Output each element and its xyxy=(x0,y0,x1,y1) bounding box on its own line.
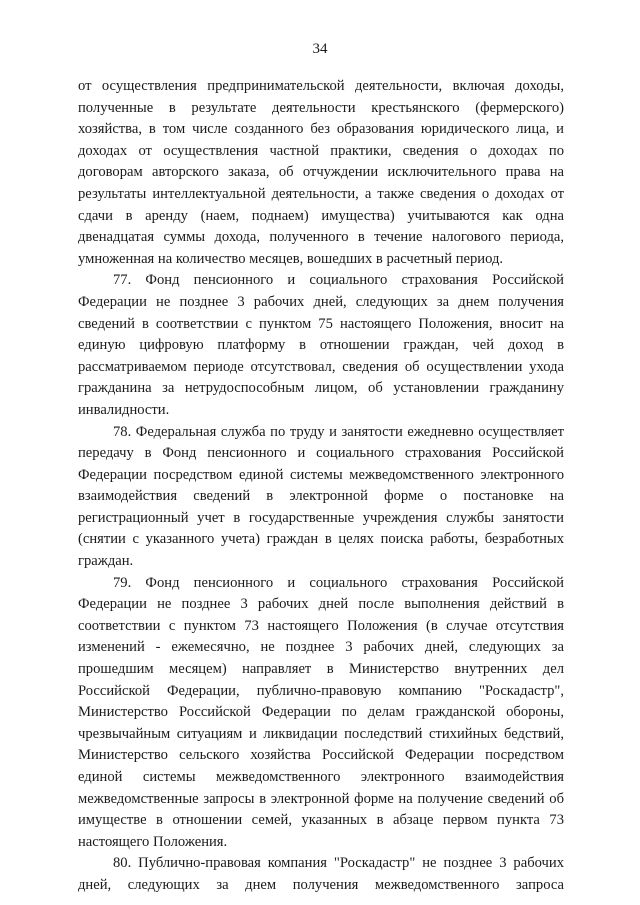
paragraph-item-77: 77. Фонд пенсионного и социального страхования Российской Федерации не позднее 3 рабочих дней, следующих за днем получения сведений в соответствии с пунктом 75 настоящего Положения, вносит на единую цифровую платформу в отношении граждан, чей доход в рассматриваемом периоде отсутствовал, сведения об осуществлении ухода гражданина за нетрудоспособным лицом, об установлении гражданину инвалидности. xyxy=(78,272,564,418)
paragraph-continuation: от осуществления предпринимательской деятельности, включая доходы, полученные в результате деятельности крестьянского (фермерского) хозяйства, в том числе созданного без образования юридического лица, и доходах от осуществления частной практики, сведения о доходах по договорам авторского заказа, об отчуждении исключительного права на результаты интеллектуальной деятельности, а также сведения о доходах от сдачи в аренду (наем, поднаем) имущества) учитываются как одна двенадцатая суммы дохода, полученного в течение налогового периода, умноженная на количество месяцев, вошедших в расчетный период. xyxy=(78,78,564,267)
document-body xyxy=(78,76,564,897)
paragraph-item-79: 79. Фонд пенсионного и социального страхования Российской Федерации не позднее 3 рабочих дней после выполнения действий в соответствии с пунктом 73 настоящего Положения (в случае отсутствия изменений - ежемесячно, не позднее 3 рабочих дней, следующих за прошедшим месяцем) направляет в Министерство внутренних дел Российской Федерации, публично-правовую компанию "Роскадастр", Министерство Российской Федерации по делам гражданской обороны, чрезвычайным ситуациям и ликвидации последствий стихийных бедствий, Министерство сельского хозяйства Российской Федерации посредством единой системы межведомственного электронного взаимодействия межведомственные запросы в электронной форме на получение сведений об имуществе в отношении семей, указанных в абзаце первом пункта 73 настоящего Положения. xyxy=(78,574,564,850)
paragraph-item-78: 78. Федеральная служба по труду и занятости ежедневно осуществляет передачу в Фонд пенсионного и социального страхования Российской Федерации посредством единой системы межведомственного электронного взаимодействия сведений в электронной форме о постановке на регистрационный учет в государственные учреждения службы занятости (снятии с указанного учета) граждан в целях поиска работы, безработных граждан. xyxy=(78,423,564,570)
paragraph-item-80: 80. Публично-правовая компания "Роскадастр" не позднее 3 рабочих дней, следующих за днем получения межведомственного запроса xyxy=(78,855,564,893)
page-number: 34 xyxy=(312,41,328,57)
